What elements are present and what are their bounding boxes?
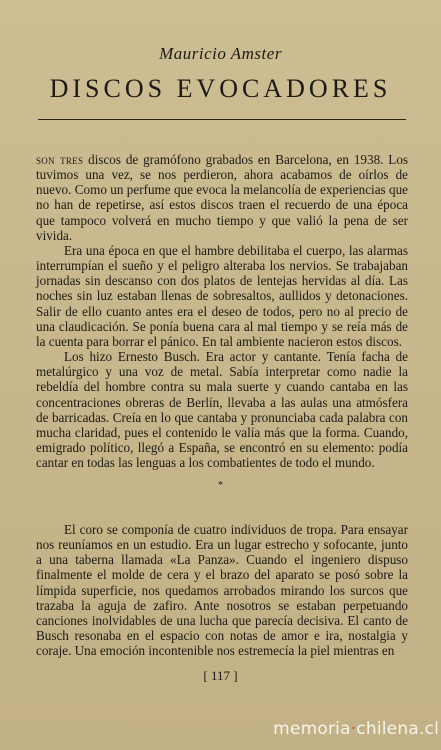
paragraph-3: Los hizo Ernesto Busch. Era actor y cantante. Tenía facha de metalúrgico y una voz de metal. Sabía interpretar como nadie la rebeldía del hombre contra su mala suerte y cuando cantaba en las concentraciones obreras de Berlín, llevaba a las aulas una atmósfera de barricadas. Creía en lo que cantaba y pronunciaba cada palabra con mucha claridad, pues el contenido le valía más que la forma. Cuando, emigrado político, llegó a España, se encontró en su elemento: podía cantar en todas las lenguas a los combatientes de todo el mundo. xyxy=(36,349,408,471)
lead-words: son tres xyxy=(36,152,84,167)
section-one xyxy=(36,152,408,470)
title-rule xyxy=(38,119,406,120)
page-number: [ 117 ] xyxy=(203,668,238,683)
paragraph-2: Era una época en que el hambre debilitaba el cuerpo, las alarmas interrumpían el sueño y el peligro alteraba los nervios. Se trabajaban jornadas sin descanso con dos platos de lentejas hervidas al día. Las noches sin luz estaban llenas de sobresaltos, aullidos y detonaciones. Salir de ello cuanto antes era el deseo de todos, pero no al precio de una claudicación. Se ponía buena cara al mal tiempo y se reía más de la cuenta para borrar el pánico. En tal ambiente nacieron estos discos. xyxy=(36,242,408,349)
section-two xyxy=(36,522,408,658)
watermark-left: memoria xyxy=(273,719,351,739)
watermark-right: chilena xyxy=(356,719,419,739)
watermark-dot-icon: · xyxy=(350,719,357,739)
watermark-tld: .cl xyxy=(418,719,439,739)
paragraph-1 xyxy=(36,152,408,243)
paragraph-1-text: discos de gramófono grabados en Barcelona, en 1938. Los tuvimos una vez, se nos perdieron, ahora acabamos de oírlos de nuevo. Como un perfume que evoca la melancolía de experiencias que no han de repetirse, así estos discos traen el recuerdo de una época que tampoco volverá en mucho tiempo y que valió la pena de ser vivida. xyxy=(36,152,408,243)
section-separator: * xyxy=(218,480,223,491)
paragraph-4: El coro se componía de cuatro individuos de tropa. Para ensayar nos reuníamos en un estudio. Era un lugar estrecho y sofocante, junto a una taberna llamada «La Panza». Cuando el ingeniero dispuso finalmente el molde de cera y el brazo del aparato se posó sobre la límpida superficie, nos quedamos arrobados mirando los surcos que trazaba la aguja de zafiro. Ante nosotros se estaban perpetuando canciones inolvidables de una lucha que parecía decisiva. El canto de Busch resonaba en el espacio con notas de amor e ira, nostalgia y coraje. Una emoción incontenible nos estremecía la piel mientras en xyxy=(36,522,408,659)
memoriachilena-watermark xyxy=(264,719,439,739)
page-title: DISCOS EVOCADORES xyxy=(49,74,392,103)
author-name: Mauricio Amster xyxy=(159,44,282,63)
